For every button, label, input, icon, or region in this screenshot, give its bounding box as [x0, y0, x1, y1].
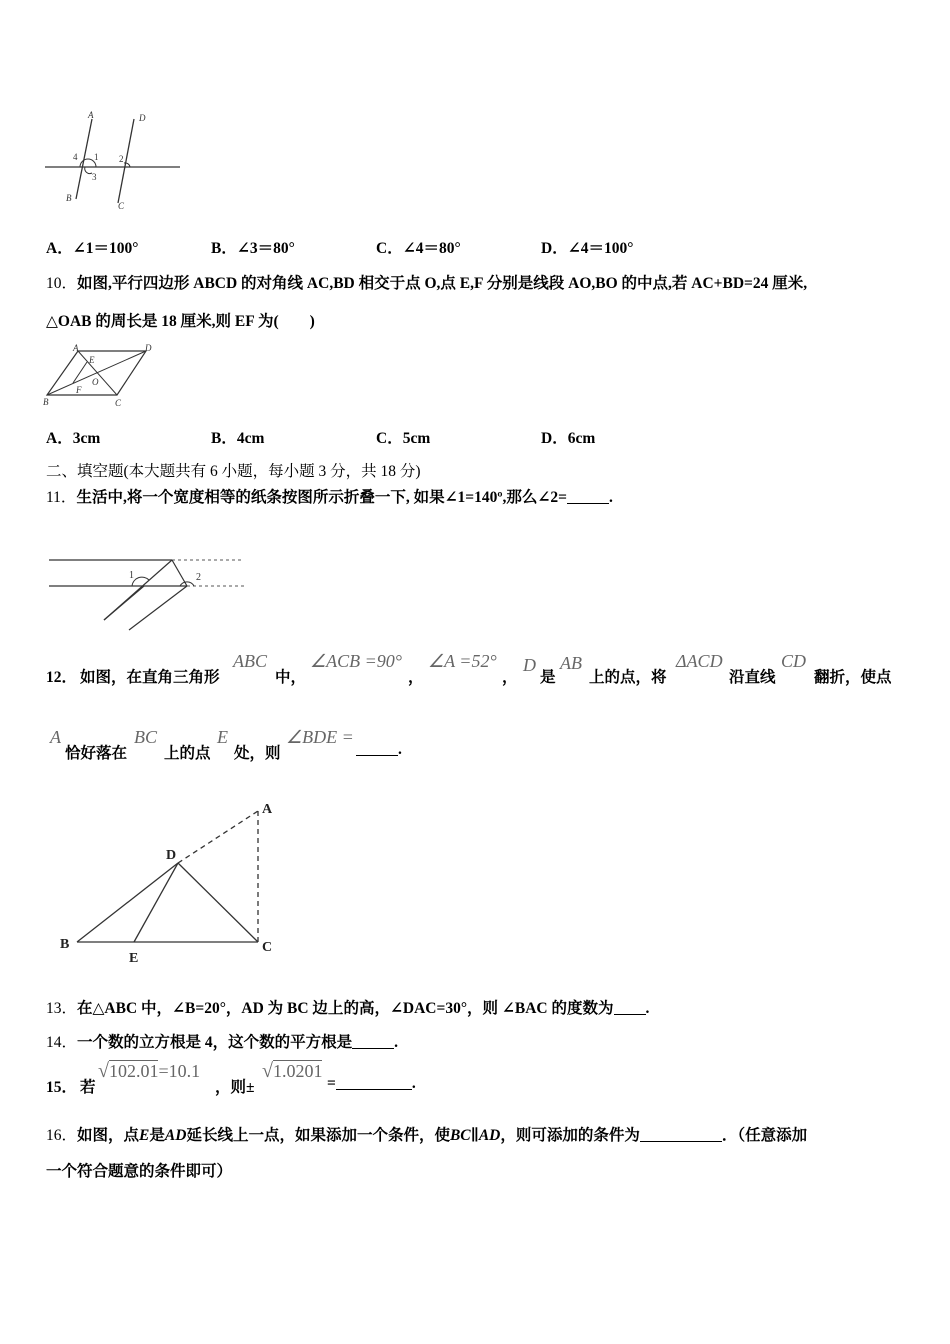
q14-text [46, 1030, 398, 1052]
q12-text-11: 处，则 [234, 745, 281, 762]
option-letter: B． [211, 430, 237, 447]
q12-text-8: 翻折，使点 [814, 669, 892, 686]
q12-text-3: ， [408, 669, 424, 686]
q12-text-10: 上的点 [164, 745, 211, 762]
option-letter: A． [46, 240, 73, 257]
section-title: 二、填空题(本大题共有 6 小题，每小题 3 分，共 18 分) [46, 463, 421, 480]
q12-text-9: 恰好落在 [65, 745, 128, 762]
option-text: ∠4＝80° [402, 240, 461, 257]
question-text: 在△ABC 中，∠B=20°，AD 为 BC 边上的高，∠DAC=30°，则 ∠BAC 的度数为 [77, 1000, 614, 1017]
label-B: B [60, 937, 70, 952]
question-text: 如图,平行四边形 ABCD 的对角线 AC,BD 相交于点 O,点 E,F 分别是线段 AO,BO 的中点,若 AC+BD=24 厘米, [77, 275, 808, 292]
q12-math-bde: ∠BDE = [286, 727, 354, 747]
question-number: 16． [46, 1127, 78, 1144]
answer-blank [567, 489, 609, 504]
label-1: 1 [94, 152, 99, 162]
option-letter: D． [541, 430, 568, 447]
label-C: C [115, 398, 122, 408]
question-number: 14． [46, 1034, 78, 1051]
label-E: E [89, 355, 95, 365]
label-D: D [166, 848, 177, 863]
question-end: . [608, 489, 613, 506]
q12-math-abc: ABC [233, 651, 267, 671]
var-bc-parallel-ad: BC∥AD [449, 1127, 501, 1144]
q12-text-6: 上的点，将 [589, 669, 667, 686]
question-end: . [645, 1000, 650, 1017]
question-end: . [411, 1075, 416, 1092]
question-number: 10． [46, 275, 78, 292]
label-4: 4 [73, 152, 78, 162]
label-F: F [76, 385, 82, 395]
label-2: 2 [119, 154, 124, 164]
var-e: E [139, 1127, 150, 1144]
q9-option-b [211, 236, 295, 258]
label-A: A [73, 343, 79, 353]
answer-blank [336, 1075, 412, 1090]
option-text: 3cm [72, 430, 101, 447]
question-text: 如图，点 [77, 1127, 140, 1144]
option-text: ∠4＝100° [567, 240, 634, 257]
q15-radical-1: √102.01=10.1 [98, 1060, 201, 1082]
option-text: 5cm [402, 430, 431, 447]
label-3: 3 [92, 172, 97, 182]
q16-line2: 一个符合题意的条件即可） [46, 1163, 233, 1180]
question-number: 13． [46, 1000, 78, 1017]
q13-text [46, 996, 649, 1018]
q11-figure [44, 548, 249, 638]
q12-figure [55, 795, 295, 975]
answer-blank [356, 741, 398, 756]
q9-option-c [376, 236, 461, 258]
option-text: 4cm [236, 430, 265, 447]
q10-option-b [211, 426, 264, 448]
q11-text [46, 485, 613, 507]
question-text: 一个数的立方根是 4，这个数的平方根是 [77, 1034, 353, 1051]
question-end: . [394, 1034, 399, 1051]
question-text: 生活中,将一个宽度相等的纸条按图所示折叠一下, 如果∠1=140º,那么∠2= [76, 489, 567, 506]
answer-blank [614, 1000, 646, 1015]
q10-line2 [46, 309, 315, 331]
q12-text-5: 是 [540, 669, 556, 686]
q9-option-a [46, 236, 138, 258]
angle-arc-3 [85, 167, 92, 174]
angle-arc-1 [132, 577, 149, 586]
label-D: D [145, 343, 152, 353]
label-B: B [43, 397, 49, 407]
radicand: 102.01 [108, 1061, 159, 1081]
question-number: 11． [46, 489, 77, 506]
q12-math-acd: ΔACD [676, 651, 723, 671]
q12-text-4: ， [502, 669, 518, 686]
label-O: O [92, 377, 99, 387]
q15-radical-2: √1.0201 [262, 1060, 323, 1082]
label-A: A [262, 802, 273, 817]
var-ad: AD [164, 1127, 187, 1144]
segment-da-dashed [178, 811, 258, 863]
q9-figure [40, 105, 190, 215]
question-text: ．（任意添加 [721, 1127, 808, 1144]
radicand: 1.0201 [272, 1061, 323, 1081]
q12-math-bc: BC [134, 727, 158, 747]
q12-math-A: A [50, 727, 61, 747]
segment-bd [77, 863, 178, 942]
q12-text-1: 如图，在直角三角形 [80, 669, 220, 686]
q12-math-cd: CD [781, 651, 807, 671]
q16-line1 [46, 1123, 807, 1145]
q12-number: 12． [46, 669, 78, 686]
label-C: C [262, 940, 273, 955]
q15-text-2: ，则± [215, 1079, 255, 1096]
q12-math-acb: ∠ACB =90° [310, 651, 402, 671]
option-text: ∠3＝80° [236, 240, 295, 257]
label-A: A [88, 110, 94, 120]
q10-option-a [46, 426, 100, 448]
option-letter: D． [541, 240, 568, 257]
option-letter: B． [211, 240, 237, 257]
q9-option-d [541, 236, 633, 258]
option-letter: C． [376, 240, 403, 257]
q10-option-c [376, 426, 430, 448]
q15-number: 15． [46, 1079, 78, 1096]
equation: =10.1 [158, 1061, 201, 1081]
option-text: 6cm [567, 430, 596, 447]
option-text: ∠1＝100° [72, 240, 139, 257]
label-1: 1 [129, 570, 134, 581]
label-C: C [118, 201, 125, 211]
equals: = [327, 1075, 336, 1092]
option-letter: A． [46, 430, 73, 447]
q10-line1 [46, 271, 807, 293]
question-text: △OAB 的周长是 18 厘米,则 EF 为( ) [46, 313, 315, 330]
q15-answer [327, 1075, 416, 1093]
answer-blank [352, 1034, 394, 1049]
q12-math-a: ∠A =52° [428, 651, 497, 671]
label-B: B [66, 193, 72, 203]
question-end: . [398, 741, 402, 758]
label-E: E [129, 951, 139, 966]
q12-math-d: D [523, 655, 536, 675]
q12-math-e: E [217, 727, 228, 747]
q10-option-d [541, 426, 595, 448]
segment-dc [178, 863, 258, 942]
segment-de [134, 863, 178, 942]
label-2: 2 [196, 572, 201, 583]
question-text: ，则可添加的条件为 [500, 1127, 640, 1144]
folded-edge-2 [129, 586, 187, 630]
q15-text-1: 若 [80, 1079, 96, 1096]
q12-text-2: 中， [275, 669, 307, 686]
q12-text-7: 沿直线 [729, 669, 776, 686]
label-D: D [139, 113, 146, 123]
option-letter: C． [376, 430, 403, 447]
answer-blank [640, 1127, 722, 1142]
q10-figure [42, 340, 162, 412]
q12-math-ab: AB [560, 653, 582, 673]
folded-edge-3 [104, 586, 144, 620]
question-text: 是 [149, 1127, 165, 1144]
q12-answer [356, 741, 402, 759]
question-text: 延长线上一点，如果添加一个条件，使 [186, 1127, 450, 1144]
